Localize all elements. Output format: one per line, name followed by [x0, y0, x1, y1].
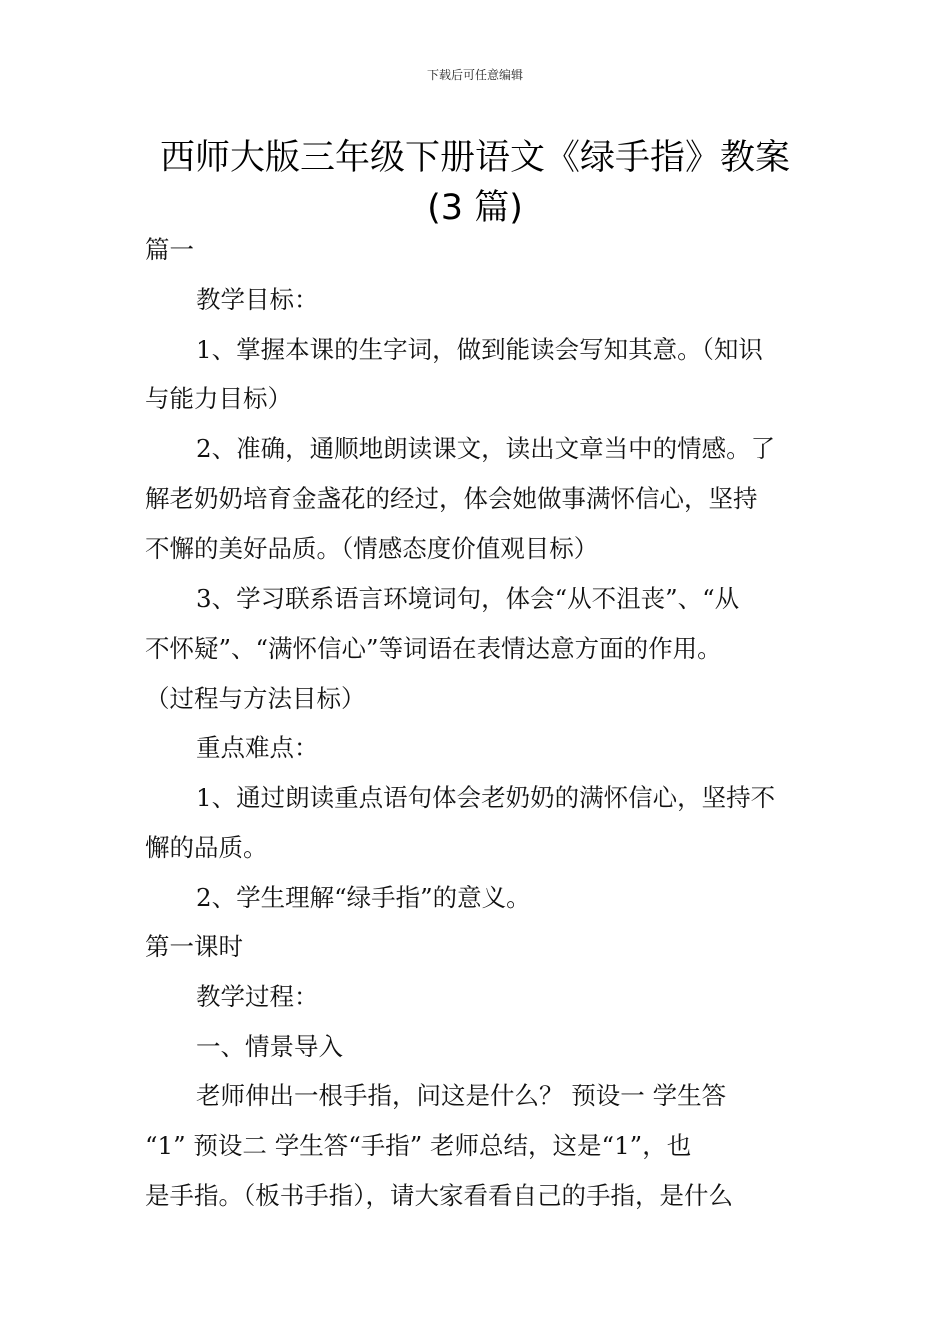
header-note: 下载后可任意编辑	[426, 68, 523, 82]
paragraph-line: “1” 预设二 学生答“手指” 老师总结，这是“1”，也	[145, 1131, 692, 1160]
paragraph-line: 2、学生理解“绿手指”的意义。	[196, 883, 531, 912]
paragraph-line: 懈的品质。	[145, 833, 268, 862]
paragraph-line: 不懈的美好品质。（情感态度价值观目标）	[145, 534, 599, 563]
paragraph-line: 解老奶奶培育金盏花的经过，体会她做事满怀信心，坚持	[145, 484, 758, 513]
paragraph-line: 3、学习联系语言环境词句，体会“从不沮丧”、“从	[196, 584, 740, 613]
paragraph-line: 是手指。（板书手指），请大家看看自己的手指，是什么	[145, 1181, 733, 1210]
paragraph-line: 1、掌握本课的生字词，做到能读会写知其意。（知识	[196, 335, 763, 364]
section-heading: 篇一	[145, 235, 194, 264]
subheading: 教学过程：	[196, 982, 319, 1011]
paragraph-line: （过程与方法目标）	[145, 684, 366, 713]
paragraph-line: 2、准确，通顺地朗读课文，读出文章当中的情感。了	[196, 434, 776, 463]
document-title-line-1: 西师大版三年级下册语文《绿手指》教案	[159, 138, 790, 178]
section-heading: 第一课时	[145, 932, 243, 961]
paragraph-line: 1、通过朗读重点语句体会老奶奶的满怀信心，坚持不	[196, 783, 776, 812]
paragraph-line: 与能力目标）	[145, 384, 292, 413]
paragraph-line: 老师伸出一根手指，问这是什么？ 预设一 学生答	[196, 1081, 727, 1110]
subheading: 教学目标：	[196, 285, 319, 314]
subheading: 重点难点：	[196, 733, 319, 762]
document-title-line-2: (3 篇)	[427, 188, 523, 228]
paragraph-line: 不怀疑”、“满怀信心”等词语在表情达意方面的作用。	[145, 634, 722, 663]
subheading: 一、情景导入	[196, 1032, 343, 1061]
